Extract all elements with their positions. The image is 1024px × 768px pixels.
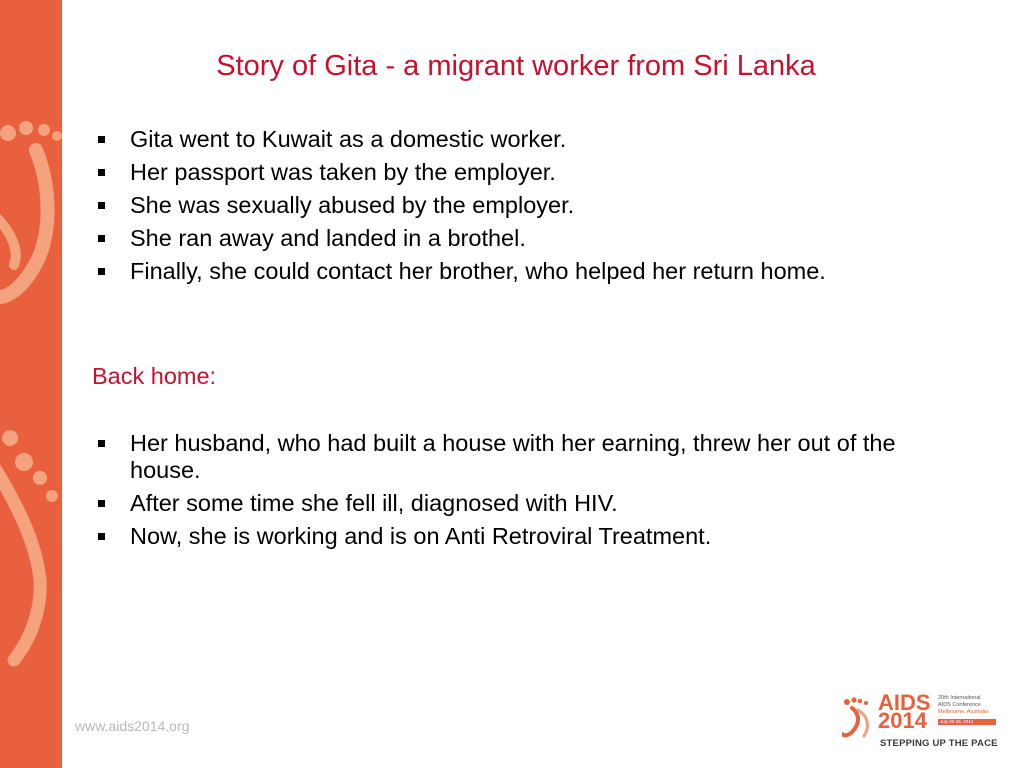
- bullet-square-icon: [98, 268, 105, 275]
- bullet-square-icon: [98, 440, 105, 447]
- bullet-square-icon: [98, 202, 105, 209]
- list-item: She was sexually abused by the employer.: [92, 192, 952, 219]
- footer-website-link[interactable]: www.aids2014.org: [75, 718, 190, 734]
- side-decoration-band: [0, 0, 62, 768]
- logo-dates-bar: July 20-25, 2014: [938, 719, 996, 725]
- aids2014-logo: [842, 692, 1010, 754]
- footprint-logo-icon: [842, 696, 876, 738]
- list-item: Finally, she could contact her brother, who helped her return home.: [92, 258, 900, 285]
- bullet-square-icon: [98, 235, 105, 242]
- list-item: Gita went to Kuwait as a domestic worker.: [92, 126, 952, 153]
- list-item: She ran away and landed in a brothel.: [92, 225, 952, 252]
- logo-year-text: 2014: [878, 708, 927, 733]
- back-home-bullet-list: [92, 430, 952, 556]
- slide-title: Story of Gita - a migrant worker from Sri Lanka: [216, 50, 816, 82]
- bullet-square-icon: [98, 500, 105, 507]
- logo-conference-text: 20th International AIDS Conference Melbourne, Australia: [938, 695, 989, 715]
- list-item: After some time she fell ill, diagnosed with HIV.: [92, 490, 952, 517]
- story-bullet-list: [92, 126, 952, 291]
- logo-aids-text: AIDS: [878, 690, 931, 715]
- bullet-square-icon: [98, 136, 105, 143]
- list-item: Her passport was taken by the employer.: [92, 159, 952, 186]
- list-item: Now, she is working and is on Anti Retroviral Treatment.: [92, 523, 952, 550]
- back-home-heading: Back home:: [92, 363, 217, 389]
- footprints-graphic: [0, 0, 62, 768]
- list-item: Her husband, who had built a house with her earning, threw her out of the house.: [92, 430, 935, 484]
- bullet-square-icon: [98, 533, 105, 540]
- bullet-square-icon: [98, 169, 105, 176]
- logo-tagline: STEPPING UP THE PACE: [880, 738, 998, 749]
